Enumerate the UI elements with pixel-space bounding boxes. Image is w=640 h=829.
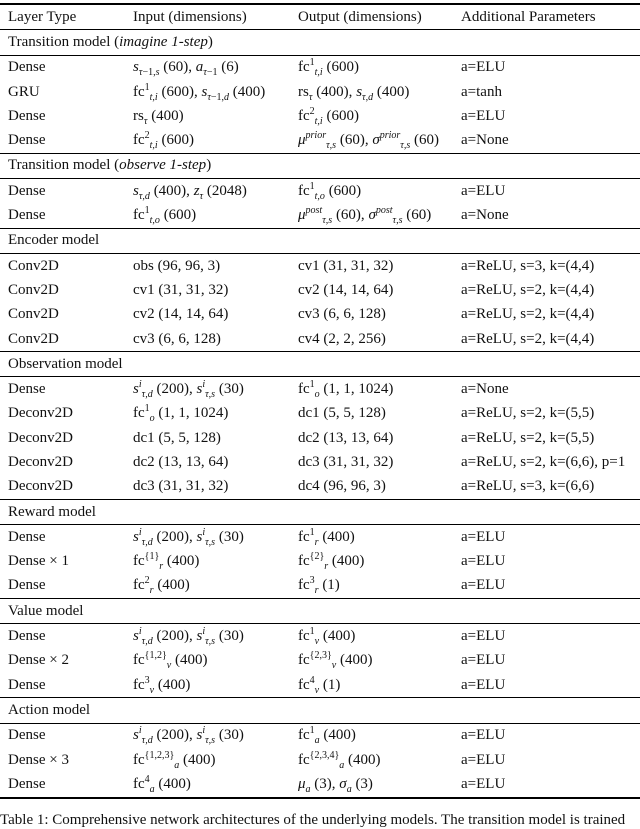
cell-output: dc1 (5, 5, 128): [298, 405, 386, 422]
architecture-table: [0, 3, 640, 799]
cell-params: a=ELU: [461, 727, 506, 744]
cell-layer-type: Deconv2D: [8, 429, 73, 446]
cell-input: $fc^{\{1\}}_r$ (400): [133, 551, 200, 573]
cell-params: a=ReLU, s=2, k=(5,5): [461, 429, 595, 446]
cell-output: $fc^1_v$ (400): [298, 626, 356, 648]
cell-layer-type: Dense: [8, 727, 46, 744]
cell-params: a=ELU: [461, 528, 506, 545]
cell-params: a=ReLU, s=2, k=(6,6), p=1: [461, 453, 626, 470]
cell-input: obs (96, 96, 3): [133, 257, 221, 274]
cell-layer-type: Dense × 1: [8, 553, 69, 570]
cell-params: a=ELU: [461, 751, 506, 768]
table-row: [0, 278, 640, 302]
cell-output: $rs_\tau$ (400), $s_{\tau,d}$ (400): [298, 83, 410, 103]
header-params: Additional Parameters: [461, 8, 596, 25]
cell-input: dc2 (13, 13, 64): [133, 453, 229, 470]
cell-params: a=None: [461, 207, 509, 224]
section-title: Observation model: [0, 352, 640, 377]
section-title: Transition model (imagine 1-step): [0, 30, 640, 55]
cell-params: a=None: [461, 381, 509, 398]
cell-layer-type: Dense: [8, 676, 46, 693]
header-output: Output (dimensions): [298, 8, 422, 25]
cell-params: a=ReLU, s=2, k=(4,4): [461, 306, 595, 323]
cell-input: $fc^3_v$ (400): [133, 674, 191, 696]
table-row: [0, 253, 640, 278]
cell-params: a=ELU: [461, 107, 506, 124]
table-row: [0, 649, 640, 673]
cell-output: $fc^{\{2,3,4\}}_a$ (400): [298, 749, 381, 771]
cell-params: a=tanh: [461, 83, 502, 100]
cell-output: cv2 (14, 14, 64): [298, 281, 394, 298]
cell-output: $fc^3_r$ (1): [298, 575, 340, 597]
cell-input: $fc^1_o$ (1, 1, 1024): [133, 403, 229, 425]
cell-input: $s_{\tau-1,s}$ (60), $a_{\tau-1}$ (6): [133, 59, 239, 79]
table-row: [0, 402, 640, 426]
cell-layer-type: Dense × 2: [8, 652, 69, 669]
section-header-row: [0, 153, 640, 178]
cell-output: $fc^2_{t,i}$ (600): [298, 105, 359, 127]
cell-layer-type: Dense: [8, 59, 46, 76]
cell-layer-type: Dense: [8, 132, 46, 149]
table-row: [0, 303, 640, 327]
cell-layer-type: Dense: [8, 207, 46, 224]
cell-output: $fc^1_a$ (400): [298, 725, 356, 747]
cell-params: a=ELU: [461, 577, 506, 594]
table-header-row: [0, 4, 640, 30]
cell-params: a=ELU: [461, 676, 506, 693]
cell-output: $fc^{\{2,3\}}_v$ (400): [298, 650, 373, 672]
section-header-row: [0, 352, 640, 377]
cell-input: $rs_\tau$ (400): [133, 107, 184, 127]
cell-input: $fc^1_{t,i}$ (600), $s_{\tau-1,d}$ (400): [133, 81, 266, 103]
header-input: Input (dimensions): [133, 8, 247, 25]
section-title: Encoder model: [0, 228, 640, 253]
cell-params: a=ELU: [461, 775, 506, 792]
table-row: [0, 550, 640, 574]
cell-layer-type: Dense: [8, 577, 46, 594]
section-title: Reward model: [0, 499, 640, 524]
cell-input: cv3 (6, 6, 128): [133, 330, 221, 347]
table-body: [0, 30, 640, 798]
table-row: [0, 80, 640, 104]
table-row: [0, 748, 640, 772]
cell-params: a=ReLU, s=3, k=(4,4): [461, 257, 595, 274]
cell-layer-type: Dense: [8, 775, 46, 792]
cell-layer-type: Dense: [8, 381, 46, 398]
cell-params: a=ELU: [461, 553, 506, 570]
cell-input: cv2 (14, 14, 64): [133, 306, 229, 323]
section-header-row: [0, 499, 640, 524]
cell-params: a=ELU: [461, 182, 506, 199]
table-row: [0, 475, 640, 500]
cell-output: dc2 (13, 13, 64): [298, 429, 394, 446]
cell-input: $fc^2_r$ (400): [133, 575, 190, 597]
cell-layer-type: Conv2D: [8, 257, 59, 274]
cell-layer-type: Dense × 3: [8, 751, 69, 768]
cell-layer-type: Dense: [8, 528, 46, 545]
cell-params: a=ELU: [461, 652, 506, 669]
cell-layer-type: Dense: [8, 628, 46, 645]
section-header-row: [0, 599, 640, 624]
header-layer-type: Layer Type: [8, 8, 77, 25]
table-row: [0, 624, 640, 649]
cell-output: $\mu^{prior}_{\tau,s}$ (60), $\sigma^{prior}_{\tau,s}$ (60): [298, 130, 440, 152]
table-row: [0, 55, 640, 80]
section-header-row: [0, 698, 640, 723]
cell-input: dc1 (5, 5, 128): [133, 429, 221, 446]
cell-input: $fc^{\{1,2\}}_v$ (400): [133, 650, 208, 672]
cell-output: $fc^1_{t,o}$ (600): [298, 180, 362, 202]
table-caption: Table 1: Comprehensive network architectures of the underlying models. The transition model is trained: [0, 812, 626, 828]
cell-output: dc3 (31, 31, 32): [298, 453, 394, 470]
section-title: Transition model (observe 1-step): [0, 153, 640, 178]
table-row: [0, 179, 640, 204]
table-row: [0, 772, 640, 797]
cell-input: $fc^2_{t,i}$ (600): [133, 130, 194, 152]
cell-output: dc4 (96, 96, 3): [298, 478, 386, 495]
cell-layer-type: Dense: [8, 182, 46, 199]
cell-output: $\mu^{post}_{\tau,s}$ (60), $\sigma^{post}_{\tau,s}$ (60): [298, 205, 432, 227]
cell-input: $s_{\tau,d}$ (400), $z_\tau$ (2048): [133, 182, 247, 202]
cell-layer-type: Conv2D: [8, 306, 59, 323]
cell-layer-type: Deconv2D: [8, 478, 73, 495]
cell-input: $s^i_{\tau,d}$ (200), $s^i_{\tau,s}$ (30): [133, 379, 244, 401]
cell-layer-type: Deconv2D: [8, 453, 73, 470]
section-header-row: [0, 30, 640, 55]
cell-params: a=ReLU, s=3, k=(6,6): [461, 478, 595, 495]
section-title: Value model: [0, 599, 640, 624]
table-row: [0, 128, 640, 153]
cell-params: a=ReLU, s=2, k=(4,4): [461, 330, 595, 347]
cell-output: $fc^1_o$ (1, 1, 1024): [298, 379, 394, 401]
cell-layer-type: GRU: [8, 83, 40, 100]
table-row: [0, 574, 640, 599]
cell-layer-type: Deconv2D: [8, 405, 73, 422]
cell-output: cv1 (31, 31, 32): [298, 257, 394, 274]
cell-output: $fc^{\{2\}}_r$ (400): [298, 551, 365, 573]
cell-layer-type: Conv2D: [8, 281, 59, 298]
cell-input: $fc^4_a$ (400): [133, 773, 191, 795]
cell-output: cv3 (6, 6, 128): [298, 306, 386, 323]
cell-input: $s^i_{\tau,d}$ (200), $s^i_{\tau,s}$ (30): [133, 626, 244, 648]
table-row: [0, 377, 640, 402]
cell-params: a=None: [461, 132, 509, 149]
cell-output: $\mu_a$ (3), $\sigma_a$ (3): [298, 775, 373, 795]
cell-params: a=ELU: [461, 59, 506, 76]
table-row: [0, 426, 640, 450]
table-row: [0, 203, 640, 228]
table-row: [0, 450, 640, 474]
section-header-row: [0, 228, 640, 253]
section-title: Action model: [0, 698, 640, 723]
table-row: [0, 104, 640, 128]
cell-output: $fc^1_{t,i}$ (600): [298, 57, 359, 79]
cell-output: $fc^1_r$ (400): [298, 526, 355, 548]
cell-output: cv4 (2, 2, 256): [298, 330, 386, 347]
cell-input: $fc^1_{t,o}$ (600): [133, 205, 197, 227]
table-row: [0, 723, 640, 748]
cell-params: a=ReLU, s=2, k=(5,5): [461, 405, 595, 422]
cell-input: cv1 (31, 31, 32): [133, 281, 229, 298]
table-row: [0, 327, 640, 352]
cell-params: a=ReLU, s=2, k=(4,4): [461, 281, 595, 298]
cell-input: dc3 (31, 31, 32): [133, 478, 229, 495]
cell-input: $s^i_{\tau,d}$ (200), $s^i_{\tau,s}$ (30): [133, 526, 244, 548]
cell-layer-type: Conv2D: [8, 330, 59, 347]
table-row: [0, 673, 640, 698]
cell-params: a=ELU: [461, 628, 506, 645]
cell-input: $fc^{\{1,2,3\}}_a$ (400): [133, 749, 216, 771]
cell-input: $s^i_{\tau,d}$ (200), $s^i_{\tau,s}$ (30): [133, 725, 244, 747]
cell-layer-type: Dense: [8, 107, 46, 124]
cell-output: $fc^4_v$ (1): [298, 674, 341, 696]
table-row: [0, 525, 640, 550]
